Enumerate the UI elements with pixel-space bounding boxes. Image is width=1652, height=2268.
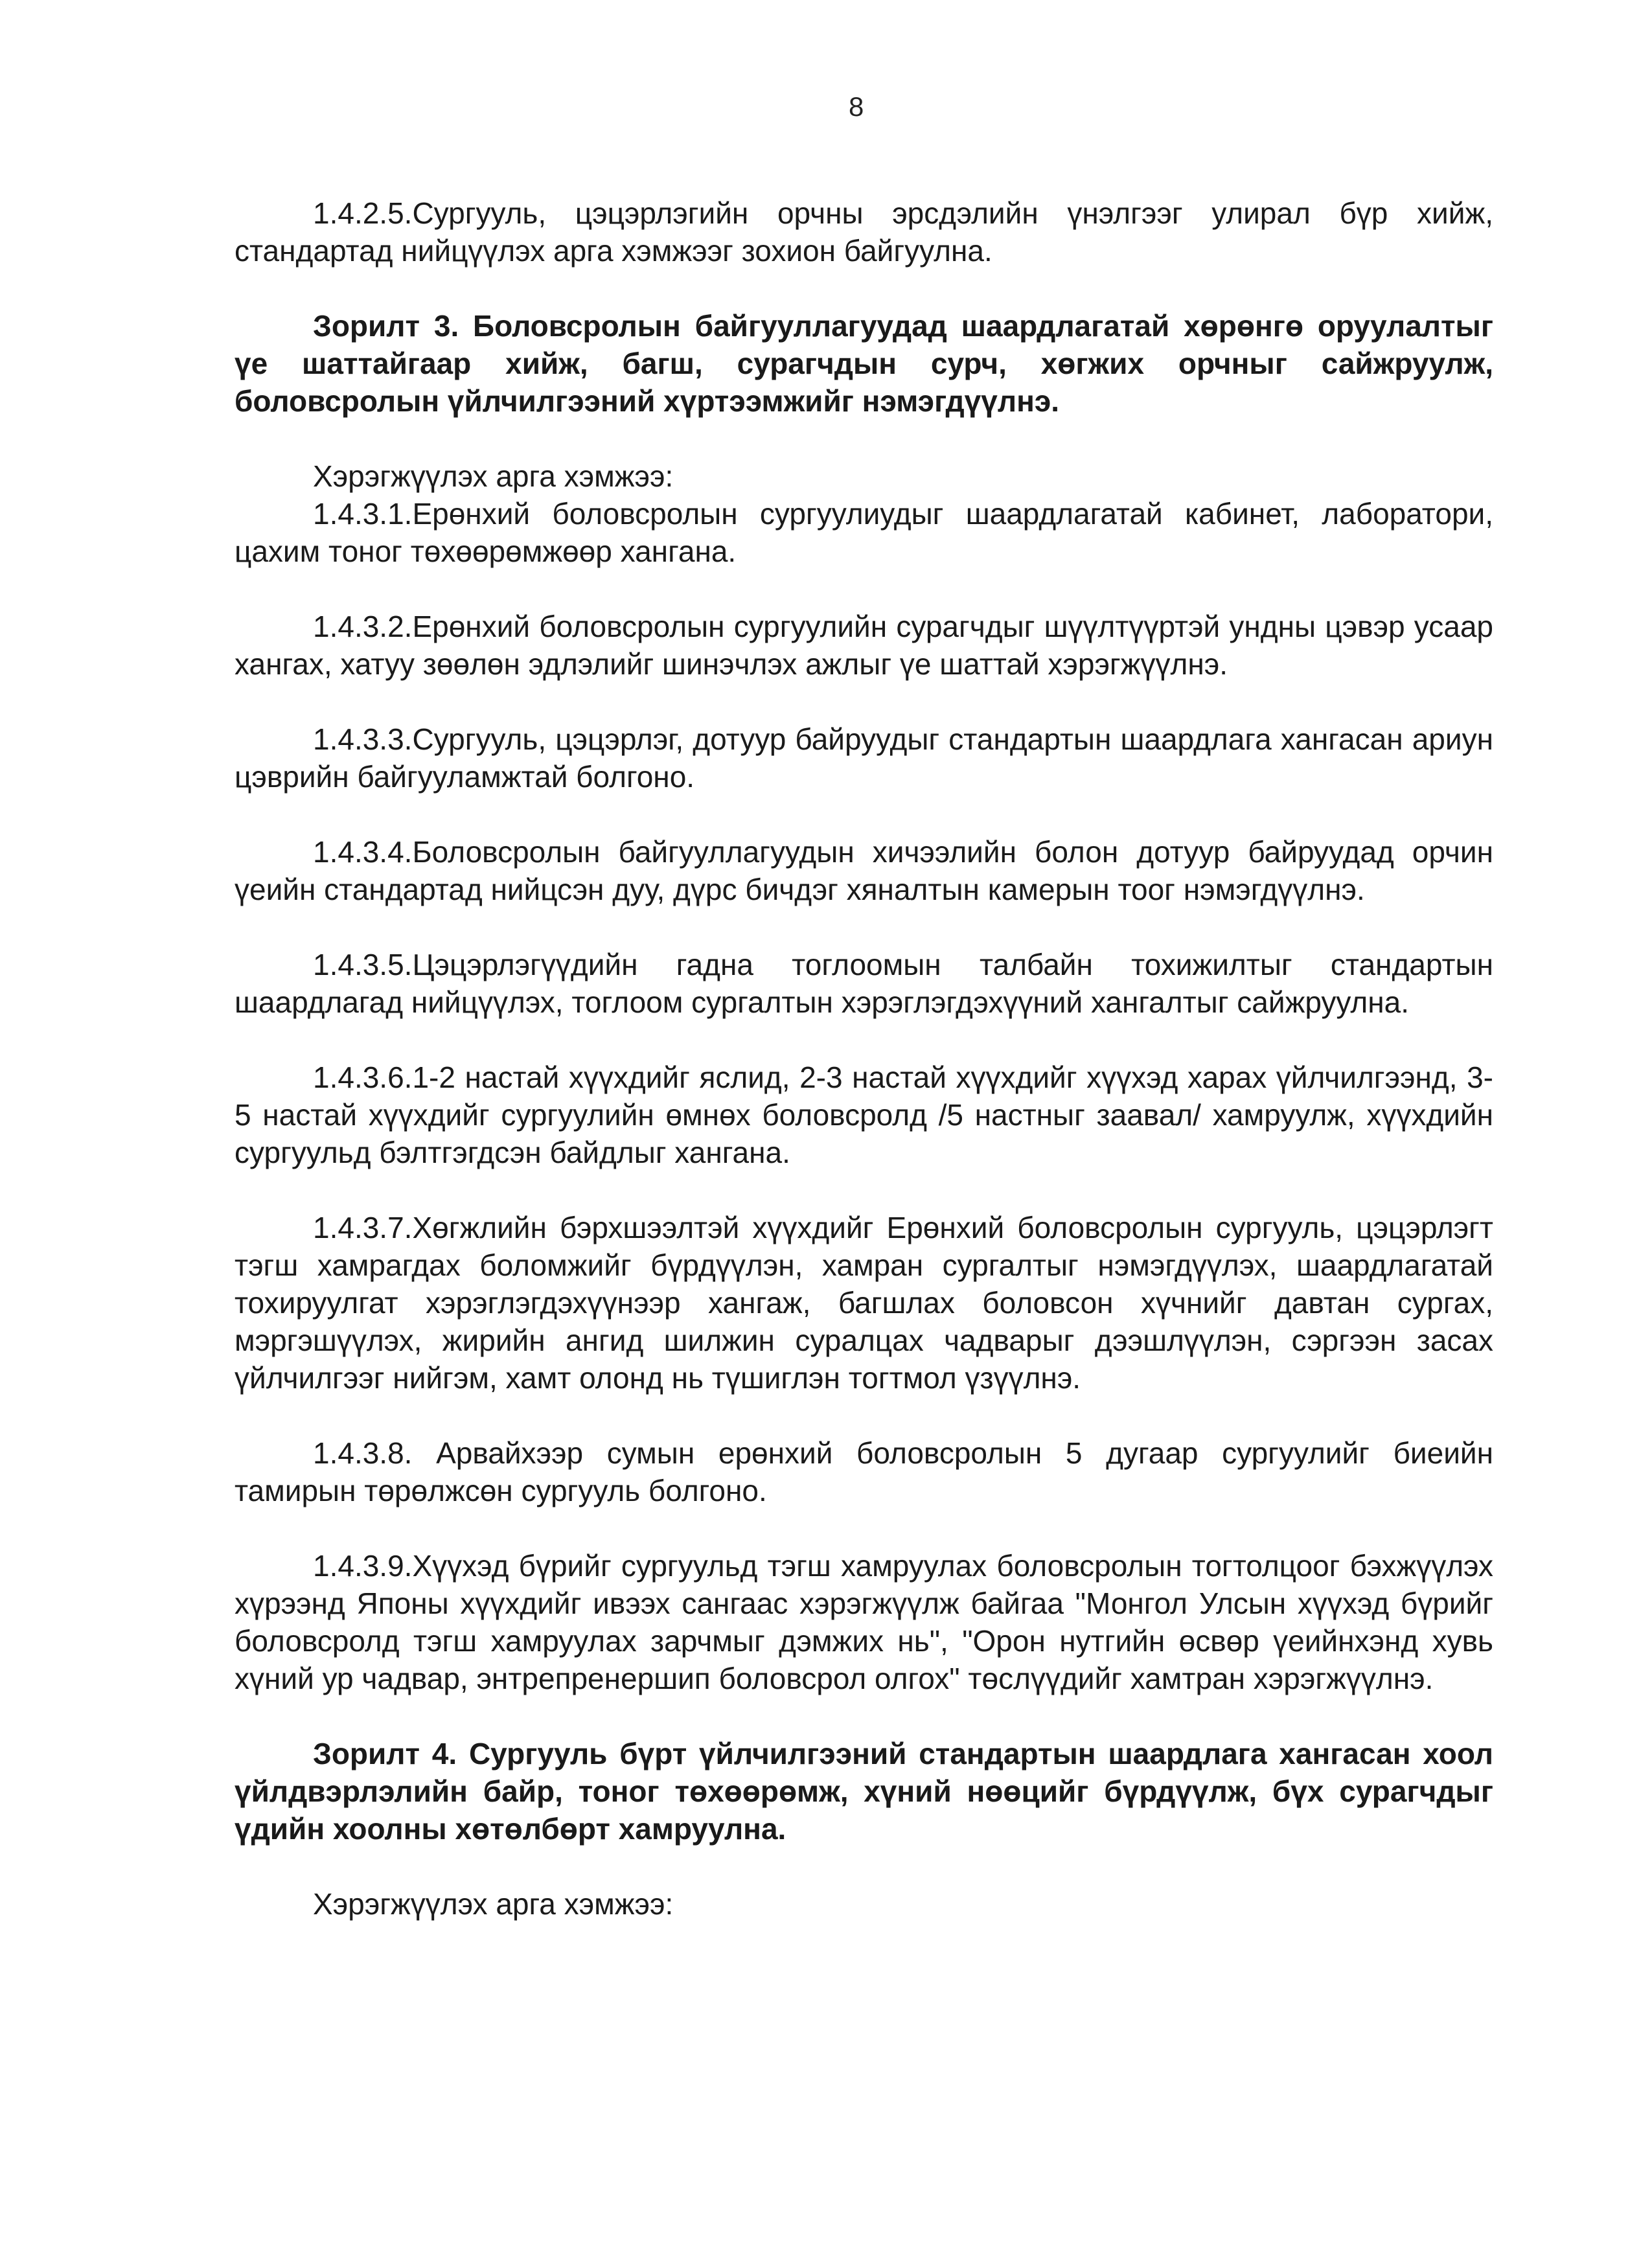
goal-4-heading: Зорилт 4. Сургууль бүрт үйлчилгээний стандартын шаардлага хангасан хоол үйлдвэрлэлийн байр, тоног төхөөрөмж, хүний нөөцийг бүрдүүлж, бүх сурагчдыг үдийн хоолны хөтөлбөрт хамруулна. bbox=[235, 1737, 1493, 1846]
page-number: 8 bbox=[849, 91, 864, 122]
measure-1-4-3-7: 1.4.3.7.Хөгжлийн бэрхшээлтэй хүүхдийг Ерөнхий боловсролын сургууль, цэцэрлэгт тэгш хамрагдах боломжийг бүрдүүлэн, хамран сургалтыг нэмэгдүүлэх, шаардлагатай тохируулгат хэрэглэгдэхүүнээр хангаж, багшлах боловсон хүчнийг давтан сургах, мэргэшүүлэх, жирийн ангид шилжин суралцах чадварыг дээшлүүлэн, сэргээн засах үйлчилгээг нийгэм, хамт олонд нь түшиглэн тогтмол үзүүлнэ. bbox=[235, 1211, 1493, 1395]
goal-3-heading: Зорилт 3. Боловсролын байгууллагуудад шаардлагатай хөрөнгө оруулалтыг үе шаттайгаар хийж, багш, сурагчдын сурч, хөгжих орчныг сайжруулж, боловсролын үйлчилгээний хүртээмжийг нэмэгдүүлнэ. bbox=[235, 309, 1493, 418]
measure-1-4-3-5: 1.4.3.5.Цэцэрлэгүүдийн гадна тоглоомын талбайн тохижилтыг стандартын шаардлагад нийцүүлэх, тоглоом сургалтын хэрэглэгдэхүүний хангалтыг сайжруулна. bbox=[235, 948, 1493, 1019]
measure-1-4-2-5: 1.4.2.5.Сургууль, цэцэрлэгийн орчны эрсдэлийн үнэлгээг улирал бүр хийж, стандартад нийцүүлэх арга хэмжээг зохион байгуулна. bbox=[235, 196, 1493, 268]
measure-1-4-3-3: 1.4.3.3.Сургууль, цэцэрлэг, дотуур байруудыг стандартын шаардлага хангасан ариун цэврийн байгууламжтай болгоно. bbox=[235, 722, 1493, 794]
measure-1-4-3-1: 1.4.3.1.Ерөнхий боловсролын сургуулиудыг шаардлагатай кабинет, лаборатори, цахим тоног төхөөрөмжөөр хангана. bbox=[235, 497, 1493, 568]
measures-label: Хэрэгжүүлэх арга хэмжээ: bbox=[313, 1887, 674, 1921]
measure-1-4-3-8: 1.4.3.8. Арвайхээр сумын ерөнхий боловсролын 5 дугаар сургуулийг биеийн тамирын төрөлжсөн сургууль болгоно. bbox=[235, 1436, 1493, 1507]
measure-1-4-3-2: 1.4.3.2.Ерөнхий боловсролын сургуулийн сурагчдыг шүүлтүүртэй ундны цэвэр усаар хангах, хатуу зөөлөн эдлэлийг шинэчлэх ажлыг үе шаттай хэрэгжүүлнэ. bbox=[235, 610, 1493, 681]
document-body bbox=[235, 194, 1493, 1923]
measure-1-4-3-4: 1.4.3.4.Боловсролын байгууллагуудын хичээлийн болон дотуур байруудад орчин үеийн стандартад нийцсэн дуу, дүрс бичдэг хяналтын камерын тоог нэмэгдүүлнэ. bbox=[235, 835, 1493, 906]
measure-1-4-3-6: 1.4.3.6.1-2 настай хүүхдийг яслид, 2-3 настай хүүхдийг хүүхэд харах үйлчилгээнд, 3-5 настай хүүхдийг сургуулийн өмнөх боловсролд /5 настныг заавал/ хамруулж, хүүхдийн сургуульд бэлтгэгдсэн байдлыг хангана. bbox=[235, 1060, 1493, 1169]
measures-label: Хэрэгжүүлэх арга хэмжээ: bbox=[313, 459, 674, 493]
measure-1-4-3-9: 1.4.3.9.Хүүхэд бүрийг сургуульд тэгш хамруулах боловсролын тогтолцоог бэхжүүлэх хүрээнд Японы хүүхдийг ивээх сангаас хэрэгжүүлж байгаа "Монгол Улсын хүүхэд бүрийг боловсролд тэгш хамруулах зарчмыг дэмжих нь", "Орон нутгийн өсвөр үеийнхэнд хувь хүний ур чадвар, энтрепренершип боловсрол олгох" төслүүдийг хамтран хэрэгжүүлнэ. bbox=[235, 1549, 1493, 1695]
